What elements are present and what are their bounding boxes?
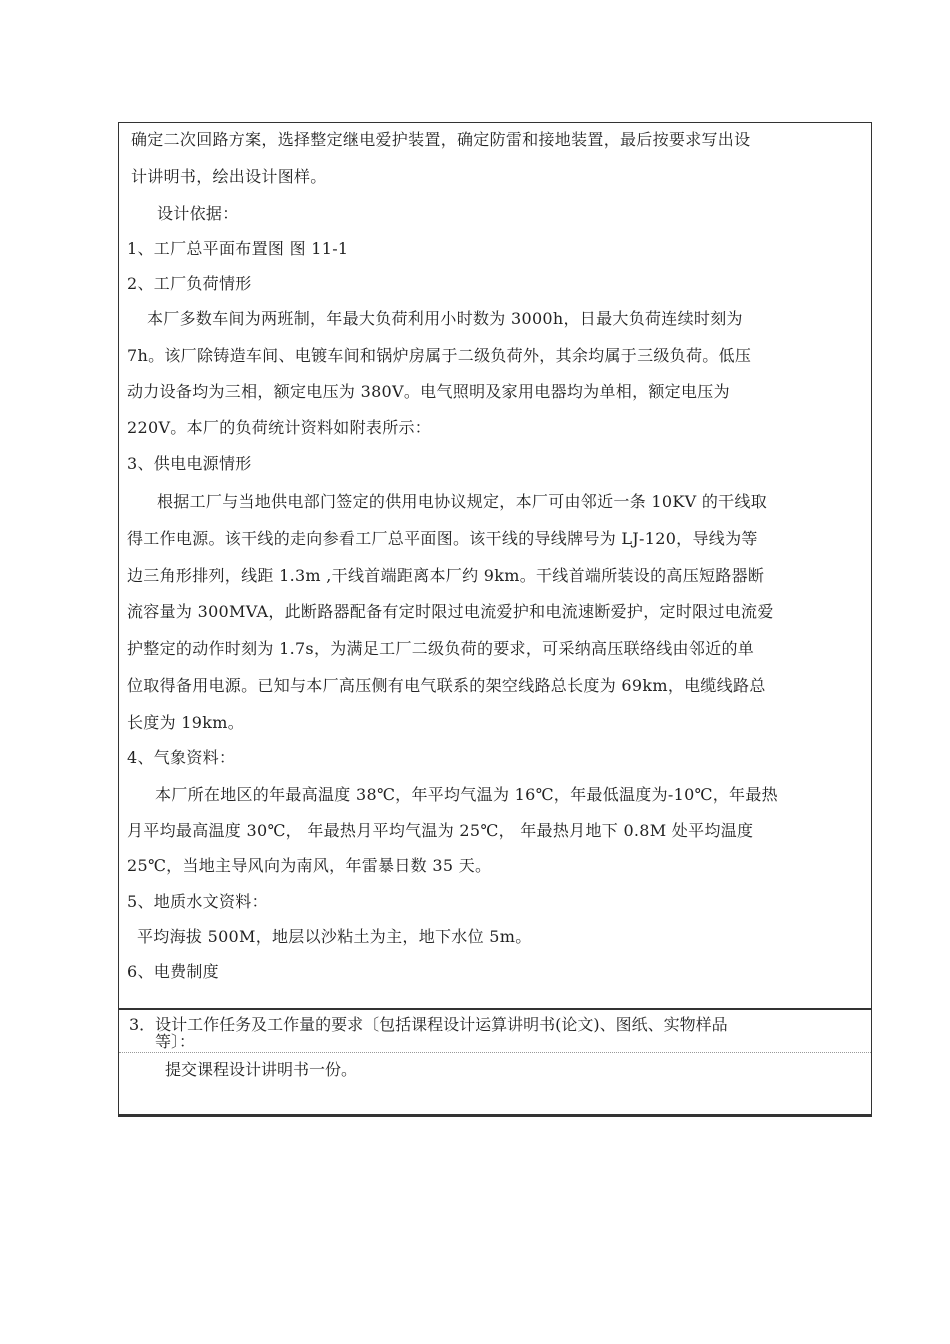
text-line: 动力设备均为三相，额定电压为 380V。电气照明及家用电器均为单相，额定电压为 [127,382,730,401]
text-line: 25℃，当地主导风向为南风，年雷暴日数 35 天。 [127,856,492,875]
text-line: 得工作电源。该干线的走向参看工厂总平面图。该干线的导线牌号为 LJ-120，导线为等 [127,529,758,548]
section-3-heading-line1: 3．设计工作任务及工作量的要求〔包括课程设计运算讲明书(论文)、图纸、实物样品 [129,1015,728,1034]
section-3-heading-line2: 等〕： [155,1032,196,1051]
text-line: 2、工厂负荷情形 [127,274,252,293]
text-line: 6、电费制度 [127,962,219,981]
section-3-heading [129,1016,728,1050]
text-line: 5、地质水文资料： [127,892,268,911]
table-bottom-border [119,1114,871,1116]
text-line: 根据工厂与当地供电部门签定的供用电协议规定，本厂可由邻近一条 10KV 的干线取 [157,492,768,511]
text-line: 3、供电电源情形 [127,454,252,473]
text-line: 7h。该厂除铸造车间、电镀车间和锅炉房属于二级负荷外，其余均属于三级负荷。低压 [127,346,752,365]
text-line: 本厂所在地区的年最高温度 38℃，年平均气温为 16℃，年最低温度为-10℃，年最热 [155,785,778,804]
text-line: 长度为 19km。 [127,713,245,732]
text-line: 流容量为 300MVA，此断路器配备有定时限过电流爱护和电流速断爱护，定时限过电流爱 [127,602,774,621]
text-line: 4、气象资料： [127,748,236,767]
text-line: 设计依据： [157,204,239,223]
text-line: 边三角形排列，线距 1.3m ,干线首端距离本厂约 9km。干线首端所装设的高压短路器断 [127,566,765,585]
section-3-body: 提交课程设计讲明书一份。 [165,1060,358,1079]
text-line: 计讲明书，绘出设计图样。 [131,167,327,186]
text-line: 确定二次回路方案，选择整定继电爱护装置，确定防雷和接地装置，最后按要求写出设 [131,130,751,149]
design-basis-cell [119,123,871,1010]
text-line: 220V。本厂的负荷统计资料如附表所示： [127,418,432,437]
text-line: 1、工厂总平面布置图 图 11-1 [127,239,349,258]
text-line: 月平均最高温度 30℃， 年最热月平均气温为 25℃， 年最热月地下 0.8M 处平均温度 [127,821,754,840]
text-line: 本厂多数车间为两班制，年最大负荷利用小时数为 3000h，日最大负荷连续时刻为 [147,309,743,328]
text-line: 护整定的动作时刻为 1.7s，为满足工厂二级负荷的要求，可采纳高压联络线由邻近的单 [127,639,755,658]
text-line: 位取得备用电源。已知与本厂高压侧有电气联系的架空线路总长度为 69km，电缆线路总 [127,676,766,695]
dotted-divider [119,1052,871,1053]
document-table [118,122,872,1117]
text-line: 平均海拔 500M，地层以沙粘土为主，地下水位 5m。 [137,927,532,946]
